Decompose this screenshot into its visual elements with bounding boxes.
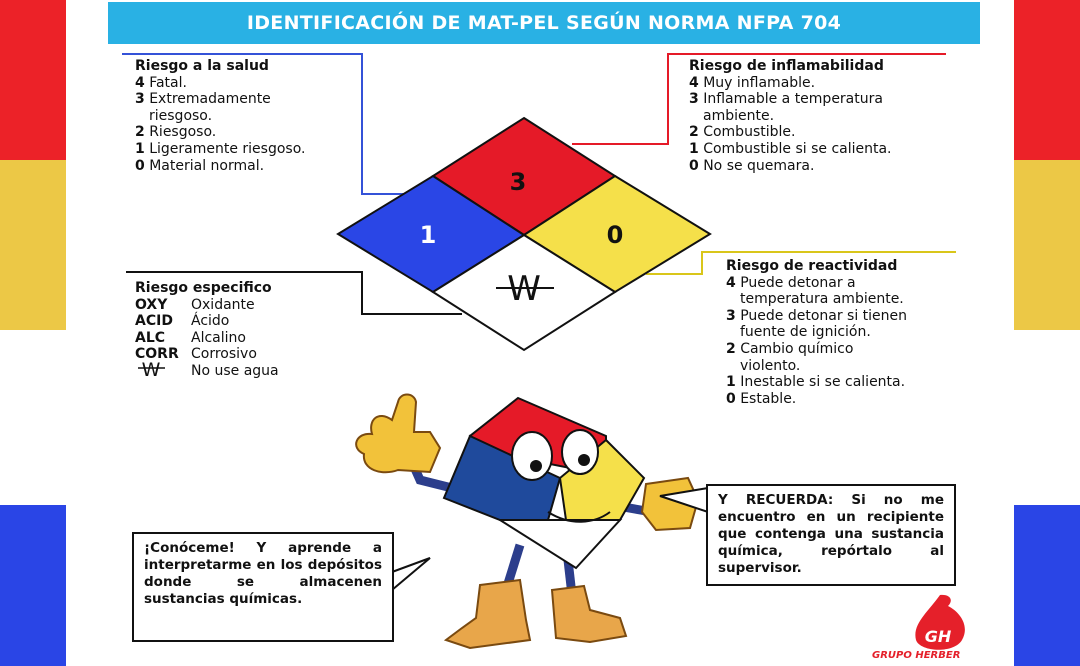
health-legend <box>135 58 305 174</box>
mascot-right-eye <box>562 430 598 474</box>
health-item: 4 Fatal. <box>135 74 187 91</box>
specific-item: ACID Ácido <box>135 313 230 330</box>
flammability-item: 0 No se quemara. <box>689 157 815 174</box>
reactivity-item: 3 Puede detonar si tienen <box>726 307 908 324</box>
mascot <box>356 395 698 649</box>
diamond-health-value: 1 <box>419 221 437 249</box>
health-item: 1 Ligeramente riesgoso. <box>135 140 306 157</box>
mascot-left-glove <box>356 395 440 473</box>
mascot-left-pupil <box>530 460 542 472</box>
flammability-item: 1 Combustible si se calienta. <box>689 140 892 157</box>
flammability-item: 4 Muy inflamable. <box>689 74 816 91</box>
health-item: 0 Material normal. <box>135 157 265 174</box>
reactivity-item-cont: fuente de ignición. <box>740 324 871 341</box>
reactivity-item: 2 Cambio químico <box>726 340 854 357</box>
flammability-legend <box>689 58 892 174</box>
left-speech-box: ¡Conóceme! Y aprende a interpretarme en los depósitos donde se almacenen sustancias químicas. <box>132 532 394 642</box>
left-box-pointer <box>392 558 430 590</box>
reactivity-legend <box>726 258 907 407</box>
health-item: 2 Riesgoso. <box>135 124 217 141</box>
right-speech-box: Y RECUERDA: Si no me encuentro en un recipiente que contenga una sustancia química, repórtalo al supervisor. <box>706 484 956 586</box>
flammability-item: 2 Combustible. <box>689 124 796 141</box>
reactivity-heading: Riesgo de reactividad <box>726 258 898 274</box>
flammability-item-cont: ambiente. <box>703 107 775 124</box>
logo-name: GRUPO HERBER <box>872 650 961 661</box>
reactivity-item: 1 Inestable si se calienta. <box>726 374 906 391</box>
specific-item: OXY Oxidante <box>135 296 255 313</box>
specific-heading: Riesgo especifico <box>135 280 272 296</box>
health-heading: Riesgo a la salud <box>135 58 269 74</box>
logo-initials: GH <box>924 627 952 646</box>
reactivity-item: 0 Estable. <box>726 390 797 407</box>
flammability-item: 3 Inflamable a temperatura <box>689 91 883 108</box>
reactivity-item: 4 Puede detonar a <box>726 274 856 291</box>
diamond-special-value: W <box>507 269 541 309</box>
mascot-right-boot <box>552 586 626 642</box>
health-item-cont: riesgoso. <box>149 107 213 124</box>
flammability-heading: Riesgo de inflamabilidad <box>689 58 884 74</box>
page-title: IDENTIFICACIÓN DE MAT-PEL SEGÚN NORMA NFPA 704 <box>246 12 842 34</box>
mascot-left-boot <box>446 580 530 648</box>
specific-item: ALC Alcalino <box>135 329 246 346</box>
reactivity-item-cont: temperatura ambiente. <box>740 291 904 308</box>
diamond-flammability-value: 3 <box>509 168 527 196</box>
mascot-right-pupil <box>578 454 590 466</box>
specific-w-symbol: W <box>141 359 161 381</box>
specific-item: CORR Corrosivo <box>135 346 257 363</box>
reactivity-item-cont: violento. <box>740 357 801 374</box>
diamond-reactivity-value: 0 <box>606 221 624 249</box>
mascot-left-eye <box>512 432 552 480</box>
health-item: 3 Extremadamente <box>135 91 271 108</box>
specific-legend <box>135 280 279 380</box>
specific-item-no-water: No use agua <box>191 362 279 379</box>
